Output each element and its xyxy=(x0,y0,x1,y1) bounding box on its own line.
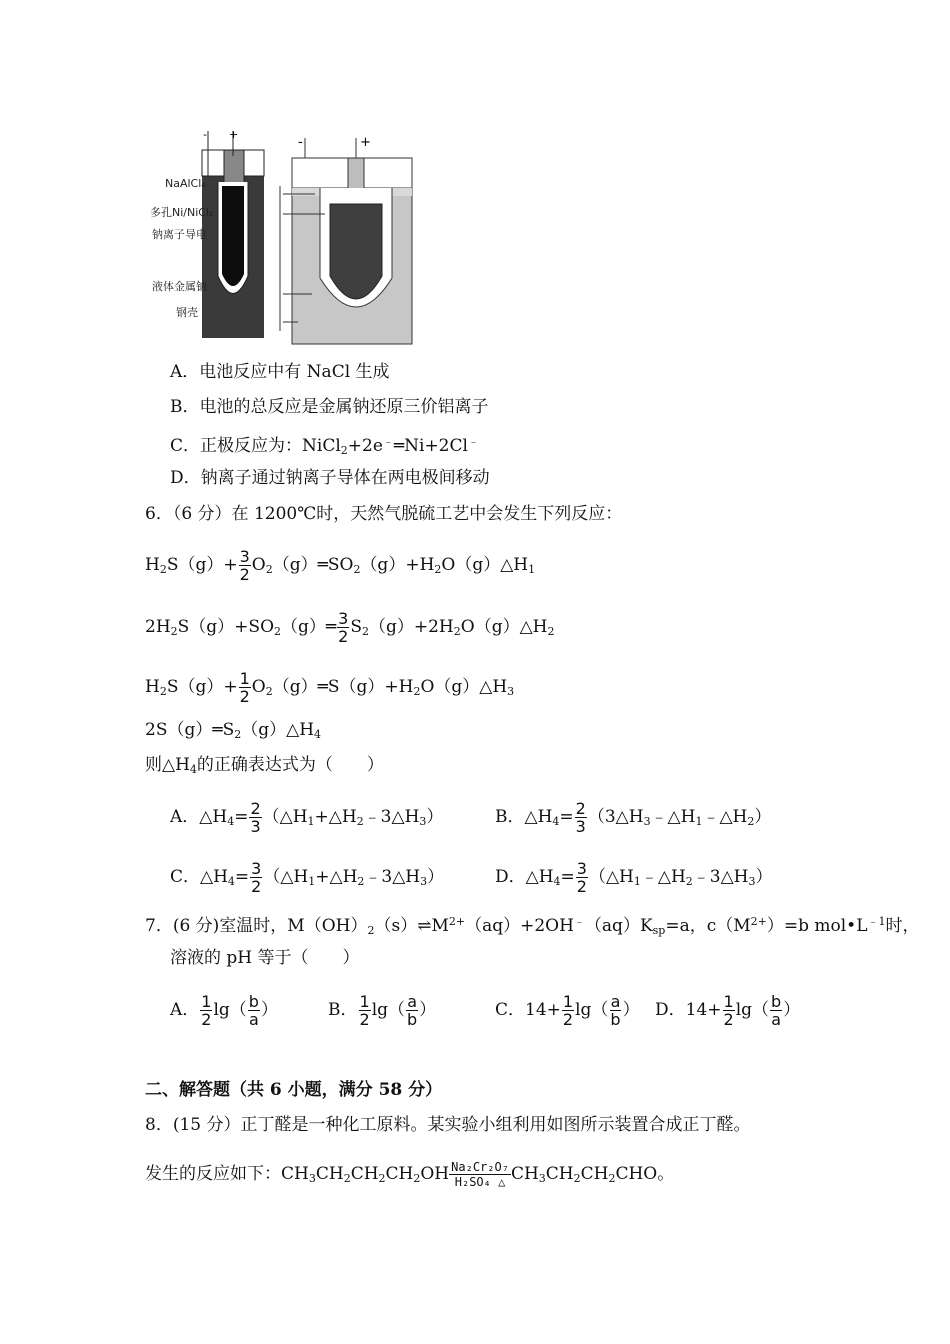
label-conductor: 钠离子导电 xyxy=(152,228,207,241)
q8-stem: 8．(15 分）正丁醛是一种化工原料。某实验小组利用如图所示装置合成正丁醛。 xyxy=(145,1115,751,1135)
label-liquid-sodium: 液体金属钠 xyxy=(152,280,207,293)
q5-option-d: D．钠离子通过钠离子导体在两电极间移动 xyxy=(170,468,490,488)
q5-option-c: C．正极反应为：NiCl$_2$+2e﹣═Ni+2Cl﹣ xyxy=(170,435,479,457)
q6-reaction-4: $2S(g)═S_2(g)\triangle H_4$ xyxy=(145,720,322,741)
q6-option-b: B．$\triangle H_4=$ $\frac{2}{3}$ $(3\triangle H_3﹣\triangle H_1﹣\triangle H_2)$ xyxy=(495,799,772,836)
q6-option-d: D．$\triangle H_4=$ $\frac{3}{2}$ $(\triangle H_1﹣\triangle H_2﹣3\triangle H_3)$ xyxy=(495,859,773,896)
left-plus-terminal: + xyxy=(229,128,239,141)
q6-question: 则$\triangle H_4$的正确表达式为（ ） xyxy=(145,755,384,776)
section-2-title: 二、解答题（共 6 小题，满分 58 分） xyxy=(145,1080,443,1100)
q6-reaction-2: $2H_2S(g)+SO_2(g)═$ $\frac{3}{2}$ $S_2(g)+2H_2O(g)\triangle H_2$ xyxy=(145,609,555,646)
q5-option-a: A．电池反应中有 NaCl 生成 xyxy=(170,362,390,382)
label-steel-shell: 钢壳 xyxy=(176,306,198,319)
q7-option-d: D．14+ $\frac{1}{2}$ lg（ $\frac{b}{a}$ ） xyxy=(655,992,801,1029)
label-naalcl4: NaAlCl₄ xyxy=(165,177,206,190)
left-minus-terminal: - xyxy=(203,128,207,141)
q5-option-b: B．电池的总反应是金属钠还原三价铝离子 xyxy=(170,397,489,417)
right-plus-terminal: + xyxy=(360,135,371,150)
q6-option-c: C．$\triangle H_4=$ $\frac{3}{2}$ $(\triangle H_1+\triangle H_2﹣3\triangle H_3)$ xyxy=(170,859,445,896)
q6-option-a: A．$\triangle H_4=$ $\frac{2}{3}$ $(\triangle H_1+\triangle H_2﹣3\triangle H_3)$ xyxy=(170,799,444,836)
reaction-condition: $\frac{\text{Na₂Cr₂O₇}}{\text{H₂SO₄ △}}$ xyxy=(451,1160,509,1189)
q6-reaction-3: $H_2S(g)+$ $\frac{1}{2}$ $O_2(g)═S(g)+H_2O(g)\triangle H_3$ xyxy=(145,669,515,706)
label-ni-nicl2: 多孔Ni/NiCl₂ xyxy=(150,206,214,219)
right-minus-terminal: - xyxy=(298,135,303,150)
q7-stem: 7．(6 分)室温时，$M(OH)_2(s)\rightleftharpoons M^{2+}(aq)+2OH^﹣(aq)K_{sp}=a$，$c(M^{2+})=b$ $mol•L^{﹣1}$时， xyxy=(145,915,920,937)
q8-reaction: 发生的反应如下：$CH_3CH_2CH_2CH_2OH$ $\frac{\text{Na₂Cr₂O₇}}{\text{H₂SO₄ △}}$ $CH_3CH_2CH_2CHO$。 xyxy=(145,1160,675,1189)
q7-stem-2: 溶液的 pH 等于（ ） xyxy=(170,948,360,968)
q7-option-b: B． $\frac{1}{2}$ lg（ $\frac{a}{b}$ ） xyxy=(328,992,437,1029)
q7-option-a: A． $\frac{1}{2}$ lg（ $\frac{b}{a}$ ） xyxy=(170,992,278,1029)
q6-reaction-1: $H_2S(g)+$ $\frac{3}{2}$ $O_2(g)═SO_2(g)+H_2O(g)\triangle H_1$ xyxy=(145,547,536,584)
q7-option-c: C．14+ $\frac{1}{2}$ lg（ $\frac{a}{b}$ ） xyxy=(495,992,640,1029)
q6-stem: 6．（6 分）在 1200℃时，天然气脱硫工艺中会发生下列反应： xyxy=(145,504,623,524)
right-battery-diagram xyxy=(280,135,412,344)
left-battery-diagram xyxy=(202,128,264,338)
